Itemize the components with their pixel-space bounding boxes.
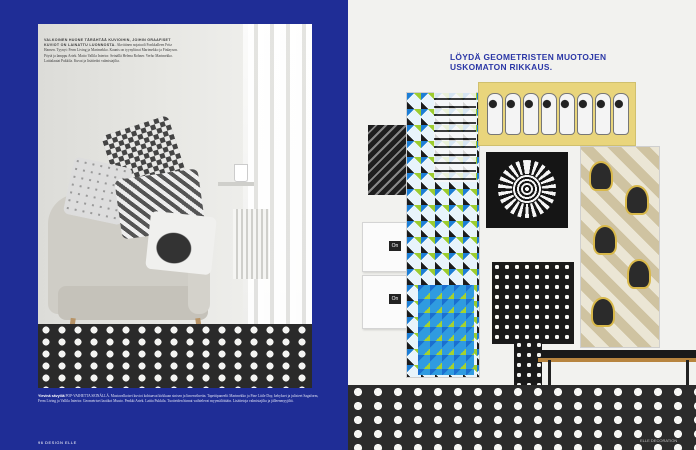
caption-body: POP-VAIHETTA SEINÄLLÄ. Mustavalkoiset kuviot kohtaavat kirkkaan sinisen ja limenvihreän. Tapettipaneelit Marimekko ja Fine Little Day, kehykset ja julisteet Sagaform, Ferm Living ja Vallila Interior. Geometriset laatikot Muuto. Penkki Artek. Lattia Pukkila. Tuotteiden hinnat vaihtelevat myymälöittäin. Lisätietoja valmistajilta ja jälleenmyyjiltä. xyxy=(38,394,319,404)
bird-figure xyxy=(627,259,651,289)
owl-figure xyxy=(541,93,557,135)
poster-lattice xyxy=(492,262,574,344)
pillow-graphic xyxy=(145,211,217,276)
poster-blue-triangles xyxy=(418,285,474,375)
patterned-floor xyxy=(38,324,312,388)
bird-figure xyxy=(593,225,617,255)
living-room-photo xyxy=(38,24,312,388)
bird-figure xyxy=(591,297,615,327)
bird-figure xyxy=(589,161,613,191)
intro-heading: VALKOINEN HUONE TÄRÄHTÄÄ KUVIOIHIN, JOIHIN GRAAFISET KUVIOT ON LAINATTU LUONNOSTA. xyxy=(44,38,171,48)
intro-body: Akvittinen nojatuoli Fonkkalleen Fritz Hansen. Tyynyt: Ferm Living ja Marimekko. Kaunis on tyynyliinat Marimekko ja Finlayson. Pöytä ja lamppu Artek. Matto Vallila Interior. Seinällä Helena Rohner. Verho Marimekko. Lattialaatat Pukkila. Kuvat ja lisätiedot valmistajilta. xyxy=(44,43,178,63)
box-label: On xyxy=(389,241,401,251)
caption-heading: Ylevinä sävyillä xyxy=(38,394,65,398)
wall-shelf xyxy=(218,182,254,186)
page-folio-left: 96 DESIGN ELLE xyxy=(38,440,77,445)
owl-figure xyxy=(613,93,629,135)
page-folio-right: ELLE DECORATION xyxy=(640,438,678,443)
owl-figure xyxy=(523,93,539,135)
poster-mandala xyxy=(486,152,568,228)
poster-owls xyxy=(478,82,636,146)
sheer-curtain xyxy=(248,24,312,354)
owl-figure xyxy=(559,93,575,135)
poster-black-stripes xyxy=(368,125,406,195)
right-page xyxy=(348,0,696,450)
radiator xyxy=(233,209,269,279)
mug xyxy=(234,164,248,182)
box-label: On xyxy=(389,294,401,304)
bench-frame xyxy=(538,358,696,362)
poster-birds xyxy=(580,146,660,348)
owl-figure xyxy=(487,93,503,135)
poster-triangle-stripes xyxy=(434,92,476,182)
owl-figure xyxy=(505,93,521,135)
bench-seat xyxy=(542,350,696,358)
intro-text xyxy=(44,38,184,64)
owl-figure xyxy=(595,93,611,135)
owl-figure xyxy=(577,93,593,135)
page-headline: LÖYDÄ GEOMETRISTEN MUOTOJEN USKOMATON RIKKAUS. xyxy=(450,52,607,72)
mandala-ring xyxy=(498,160,556,218)
bird-figure xyxy=(625,185,649,215)
caption xyxy=(38,394,324,404)
storage-box xyxy=(362,275,410,329)
armchair-seat xyxy=(58,286,208,320)
storage-box xyxy=(362,222,412,272)
